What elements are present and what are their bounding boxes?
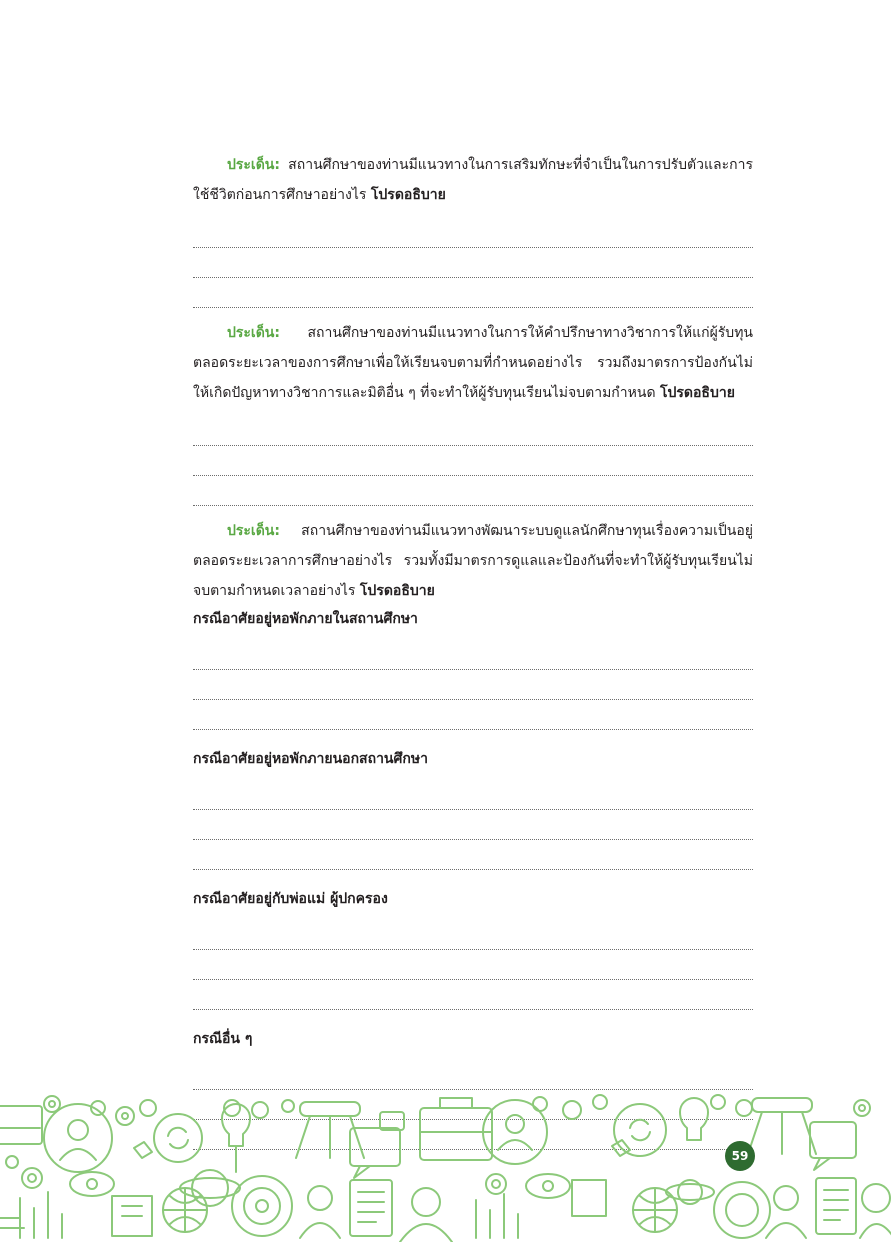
answer-lines-case-2[interactable] bbox=[193, 780, 753, 870]
case-heading-other: กรณีอื่น ๆ bbox=[193, 1031, 253, 1047]
issue-label: ประเด็น: bbox=[227, 523, 280, 539]
answer-lines-1[interactable] bbox=[193, 218, 753, 308]
answer-line[interactable] bbox=[193, 950, 753, 980]
answer-lines-2[interactable] bbox=[193, 416, 753, 506]
explain-prompt: โปรดอธิบาย bbox=[659, 385, 735, 401]
answer-line[interactable] bbox=[193, 476, 753, 506]
explain-prompt: โปรดอธิบาย bbox=[370, 187, 446, 203]
answer-lines-case-1[interactable] bbox=[193, 640, 753, 730]
question-text: สถานศึกษาของท่านมีแนวทางพัฒนาระบบดูแลนักศึกษาทุนเรื่องความเป็นอยู่ตลอดระยะเวลาการศึกษาอย่างไร รวมทั้งมีมาตรการดูแลและป้องกันที่จะทำให้ผู้รับทุนเรียนไม่จบตามกำหนดเวลาอย่างไร bbox=[193, 523, 753, 599]
question-text: สถานศึกษาของท่านมีแนวทางในการเสริมทักษะที่จำเป็นในการปรับตัวและการใช้ชีวิตก่อนการศึกษาอย่างไร bbox=[193, 157, 753, 203]
answer-line[interactable] bbox=[193, 218, 753, 248]
decorative-icon-pattern bbox=[0, 1088, 891, 1242]
explain-prompt: โปรดอธิบาย bbox=[359, 583, 435, 599]
answer-line[interactable] bbox=[193, 780, 753, 810]
answer-line[interactable] bbox=[193, 920, 753, 950]
answer-lines-case-3[interactable] bbox=[193, 920, 753, 1010]
answer-line[interactable] bbox=[193, 840, 753, 870]
page-number-badge: 59 bbox=[725, 1141, 755, 1171]
answer-line[interactable] bbox=[193, 416, 753, 446]
answer-line[interactable] bbox=[193, 810, 753, 840]
answer-line[interactable] bbox=[193, 446, 753, 476]
answer-line[interactable] bbox=[193, 700, 753, 730]
issue-label: ประเด็น: bbox=[227, 325, 280, 341]
answer-line[interactable] bbox=[193, 278, 753, 308]
question-3 bbox=[193, 516, 753, 606]
question-1 bbox=[193, 150, 753, 210]
case-heading-parents: กรณีอาศัยอยู่กับพ่อแม่ ผู้ปกครอง bbox=[193, 891, 388, 907]
question-text: สถานศึกษาของท่านมีแนวทางในการให้คำปรึกษาทางวิชาการให้แก่ผู้รับทุนตลอดระยะเวลาของการศึกษาเพื่อให้เรียนจบตามที่กำหนดอย่างไร รวมถึงมาตรการป้องกันไม่ให้เกิดปัญหาทางวิชาการและมิติอื่น ๆ ที่จะทำให้ผู้รับทุนเรียนไม่จบตามกำหนด bbox=[193, 325, 753, 401]
answer-line[interactable] bbox=[193, 1060, 753, 1090]
worksheet-content bbox=[193, 150, 753, 1150]
answer-line[interactable] bbox=[193, 248, 753, 278]
answer-line[interactable] bbox=[193, 640, 753, 670]
case-heading-dorm-outside: กรณีอาศัยอยู่หอพักภายนอกสถานศึกษา bbox=[193, 751, 428, 767]
issue-label: ประเด็น: bbox=[227, 157, 280, 173]
answer-line[interactable] bbox=[193, 980, 753, 1010]
question-2 bbox=[193, 318, 753, 408]
answer-line[interactable] bbox=[193, 670, 753, 700]
case-heading-dorm-inside: กรณีอาศัยอยู่หอพักภายในสถานศึกษา bbox=[193, 611, 418, 627]
